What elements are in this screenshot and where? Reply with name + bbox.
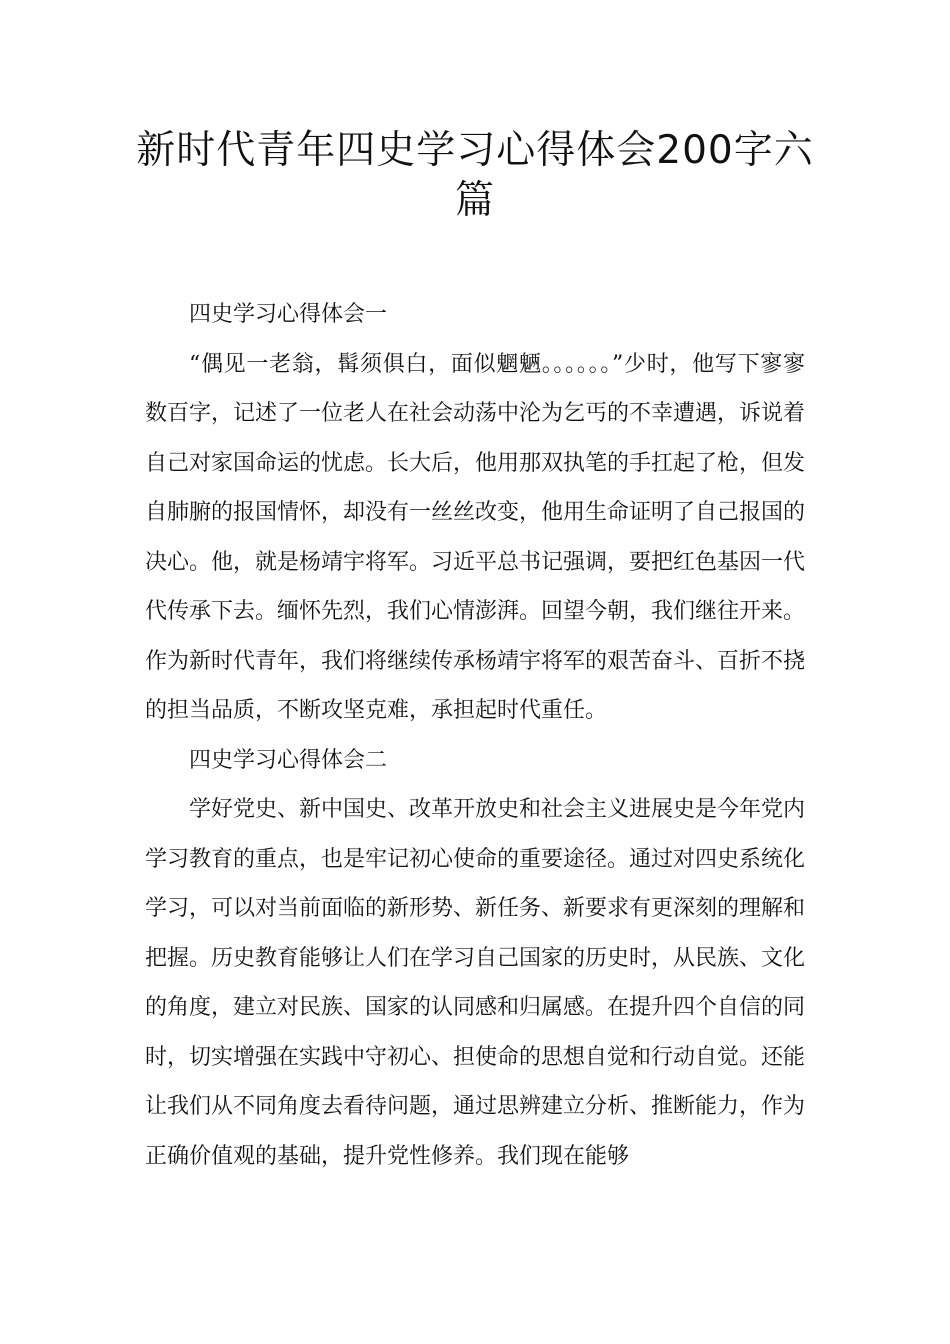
section-heading-1: 四史学习心得体会一 [189,302,388,327]
section-heading-2: 四史学习心得体会二 [189,747,388,773]
section-paragraph-1: “偶见一老翁，髯须俱白，面似魍魉。。。。。。”少时，他写下寥寥数百字，记述了一位老人在社会动荡中沦为乞丐的不幸遭遇，诉说着自己对家国命运的忧虑。长大后，他用那双执笔的手扛起了枪，但发自肺腑的报国情怀，却没有一丝丝改变，他用生命证明了自己报国的决心。他，就是杨靖宇将军。习近平总书记强调，要把红色基因一代代传承下去。缅怀先烈，我们心情澎湃。回望今朝，我们继往开来。作为新时代青年，我们将继续传承杨靖宇将军的艰苦奋斗、百折不挠的担当品质，不断攻坚克难，承担起时代重任。 [145,351,806,723]
document-title: 新时代青年四史学习心得体会200字六篇 [136,128,814,223]
document-body [145,290,805,1181]
section-paragraph-2: 学好党史、新中国史、改革开放史和社会主义进展史是今年党内学习教育的重点，也是牢记初心使命的重要途径。通过对四史系统化学习，可以对当前面临的新形势、新任务、新要求有更深刻的理解和把握。历史教育能够让人们在学习自己国家的历史时，从民族、文化的角度，建立对民族、国家的认同感和归属感。在提升四个自信的同时，切实增强在实践中守初心、担使命的思想自觉和行动自觉。还能让我们从不同角度去看待问题，通过思辨建立分析、推断能力，作为正确价值观的基础，提升党性修养。我们现在能够 [145,797,806,1169]
